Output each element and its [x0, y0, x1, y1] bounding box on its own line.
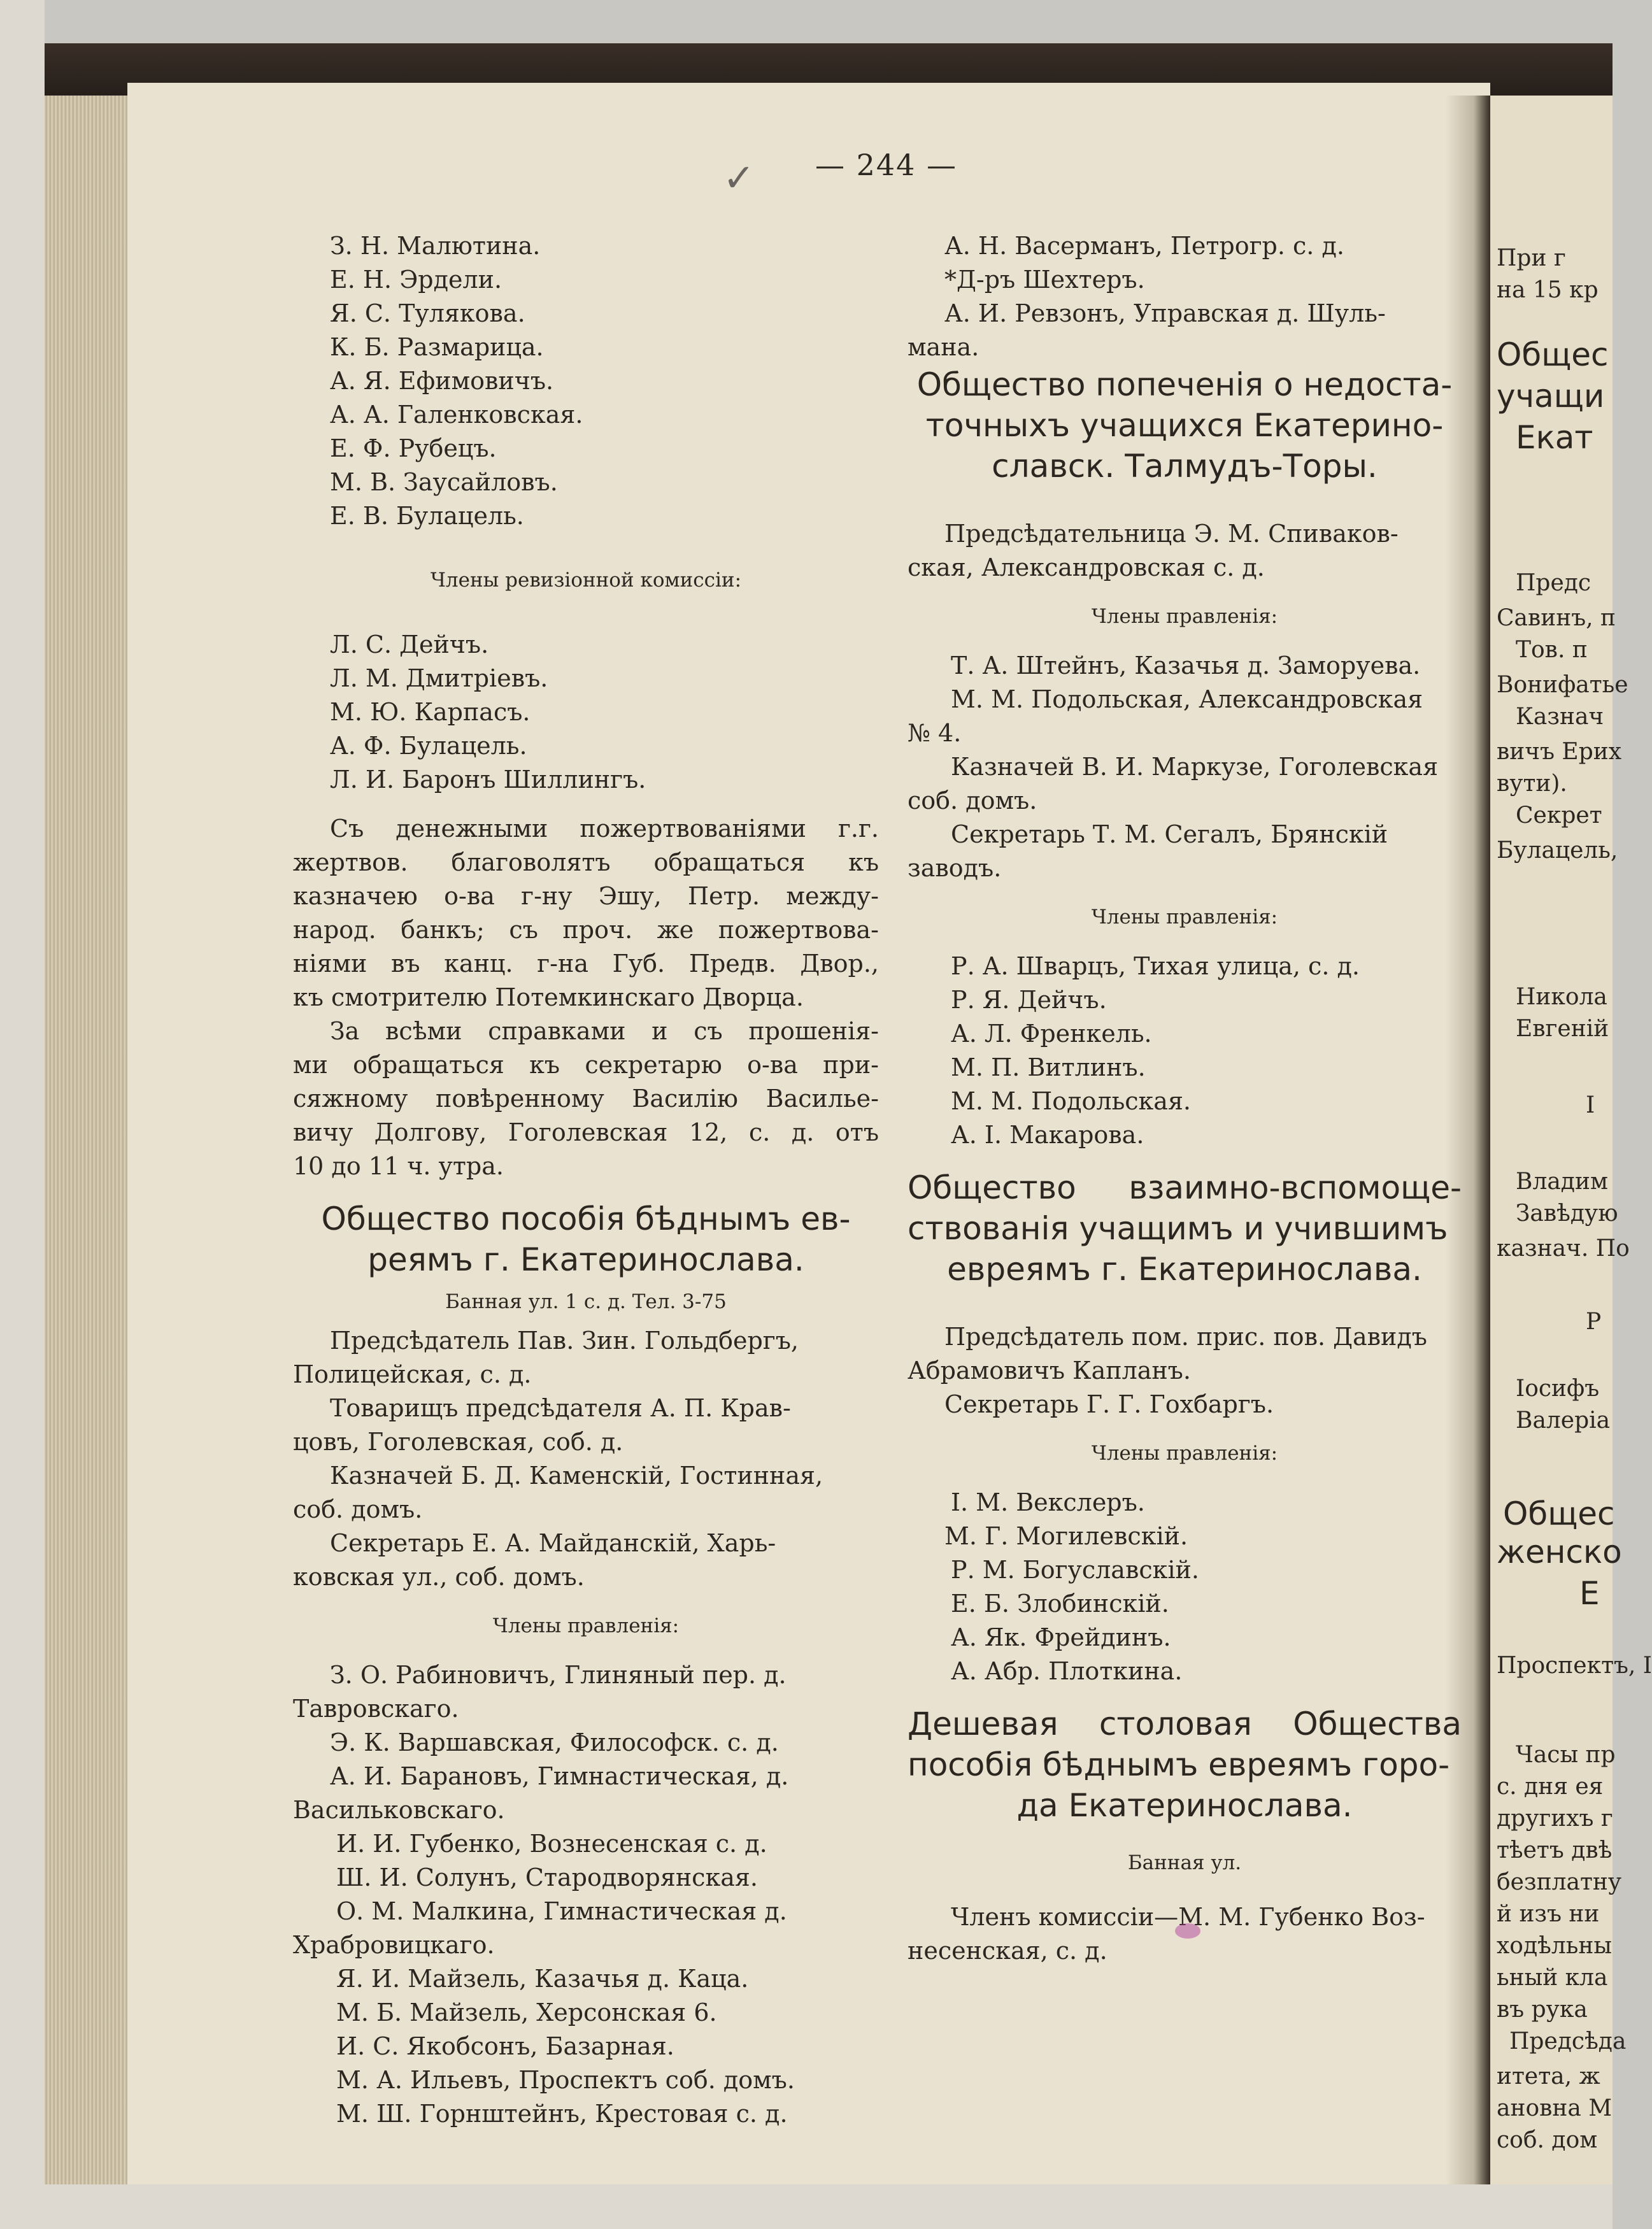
title-line: да Екатеринослава. [1016, 1787, 1353, 1824]
list-item: А. Абр. Плоткина. [951, 1657, 1183, 1685]
fragment-line: на 15 кр [1497, 277, 1599, 303]
list-item: Предсѣдатель пом. прис. пов. Давидъ [944, 1323, 1427, 1351]
fragment-line: При г [1497, 245, 1566, 271]
text-line: ская, Александровская с. д. [908, 553, 1265, 581]
board-list [908, 649, 1462, 885]
list-item: М. П. Витлинъ. [951, 1053, 1146, 1081]
fragment-line: казнач. По [1497, 1236, 1630, 1262]
section-subheading: Члены правленія: [1091, 1442, 1278, 1465]
fragment-line: ановна М [1497, 2095, 1613, 2121]
names-list [293, 229, 879, 533]
top-list [908, 229, 1462, 364]
fragment-line: Общес [1497, 336, 1609, 373]
list-item: Казначей В. И. Маркузе, Гоголевская [951, 753, 1439, 781]
board-list-3 [908, 1486, 1462, 1688]
fragment-line: Предс [1516, 570, 1591, 596]
title-line: Общество взаимно-вспомоще- [908, 1169, 1462, 1206]
list-item: Секретарь Т. М. Сегалъ, Брянскій [951, 820, 1388, 848]
list-item: А. Ф. Булацель. [330, 732, 527, 760]
society-title [908, 1167, 1462, 1290]
fragment-line: вути). [1497, 771, 1567, 797]
facing-page-fragment [1490, 96, 1652, 2184]
list-item: Предсѣдатель Пав. Зин. Гольдбергъ, [330, 1327, 799, 1355]
fragment-line: Савинъ, п [1497, 605, 1616, 631]
list-item: И. И. Губенко, Вознесенская с. д. [336, 1830, 767, 1858]
column-right [908, 229, 1462, 1968]
list-item: А. И. Ревзонъ, Управская д. Шуль- [944, 299, 1386, 327]
text-line: За всѣми справками и съ прошенія- [330, 1017, 879, 1045]
society-title [908, 364, 1462, 487]
fragment-line: Завѣдую [1516, 1200, 1618, 1227]
title-line: точныхъ учащихся Екатерино- [925, 407, 1444, 444]
fragment-line: вичъ Ерих [1497, 739, 1622, 765]
list-item: З. Н. Малютина. [330, 232, 541, 260]
list-item: М. Ю. Карпасъ. [330, 698, 530, 726]
fragment-line: безплатну [1497, 1869, 1622, 1895]
title-line: ствованія учащимъ и учившимъ [908, 1210, 1448, 1247]
list-item: Товарищъ предсѣдателя А. П. Крав- [330, 1394, 791, 1422]
fragment-line: другихъ г [1497, 1805, 1613, 1832]
section-subheading: Члены правленія: [492, 1614, 680, 1637]
list-item: М. М. Подольская, Александровская [951, 685, 1423, 713]
column-left [293, 229, 879, 2131]
fragment-line: й изъ ни [1497, 1901, 1600, 1927]
list-item-cont: № 4. [908, 719, 962, 747]
society-title [293, 1199, 879, 1280]
list-item: Е. Н. Эрдели. [330, 266, 502, 294]
list-item: Секретарь Г. Г. Гохбаргъ. [944, 1390, 1274, 1418]
fragment-line: Булацель, [1497, 837, 1618, 864]
fragment-line: Валеріа [1516, 1407, 1611, 1434]
text-line: ми обращаться къ секретарю о-ва при- [293, 1051, 879, 1079]
list-item: Р. Я. Дейчъ. [951, 986, 1107, 1014]
check-mark: ✓ [723, 156, 755, 201]
fragment-line: Евгеній [1516, 1016, 1609, 1042]
text-line: сяжному повѣренному Василію Василье- [293, 1085, 879, 1113]
list-item: А. И. Барановъ, Гимнастическая, д. [330, 1762, 789, 1790]
list-item: Т. А. Штейнъ, Казачья д. Заморуева. [951, 652, 1421, 680]
list-item: Е. Ф. Рубецъ. [330, 434, 497, 462]
ink-stamp [1175, 1923, 1200, 1939]
section-subheading: Члены ревизіонной комиссіи: [430, 569, 742, 592]
list-item: А. А. Галенковская. [330, 401, 583, 429]
title-line: Дешевая столовая Общества [908, 1706, 1462, 1742]
board-list-2 [908, 950, 1462, 1152]
list-item: Я. С. Тулякова. [330, 299, 525, 327]
fragment-line: с. дня ея [1497, 1774, 1604, 1800]
text-line: Съ денежными пожертвованіями г.г. [330, 815, 879, 843]
list-item: М. В. Заусайловъ. [330, 468, 558, 496]
list-item: *Д-ръ Шехтеръ. [944, 266, 1145, 294]
list-item: Л. С. Дейчъ. [330, 630, 489, 659]
list-item-cont: мана. [908, 333, 979, 361]
text-line: жертвов. благоволятъ обращаться къ [293, 848, 879, 876]
text-line: 10 до 11 ч. утра. [293, 1152, 504, 1180]
title-line: реямъ г. Екатеринослава. [367, 1241, 804, 1278]
list-item: М. Б. Майзель, Херсонская 6. [336, 1998, 717, 2026]
fragment-line: Екат [1516, 419, 1593, 456]
scanner-bottom [0, 2184, 1613, 2229]
list-item: Э. К. Варшавская, Философск. с. д. [330, 1728, 779, 1756]
board-list [293, 1658, 879, 2131]
list-item-cont: ковская ул., соб. домъ. [293, 1563, 585, 1591]
society-address: Банная ул. 1 с. д. Тел. 3-75 [445, 1290, 727, 1313]
list-item-cont: Васильковскаго. [293, 1796, 505, 1824]
revision-list [293, 628, 879, 797]
chair-paragraph [908, 517, 1462, 585]
list-item: Ш. И. Солунъ, Стародворянская. [336, 1863, 758, 1891]
canteen-title [908, 1704, 1462, 1826]
list-item: А. Л. Френкель. [951, 1020, 1152, 1048]
inquiry-paragraph [293, 1015, 879, 1183]
fragment-line: Р [1586, 1309, 1602, 1335]
list-item: М. Ш. Горнштейнъ, Крестовая с. д. [336, 2100, 788, 2128]
fragment-line: Никола [1516, 984, 1607, 1010]
fragment-line: Общес [1503, 1495, 1615, 1532]
list-item: Я. И. Майзель, Казачья д. Каца. [336, 1965, 749, 1993]
fragment-line: тѣетъ двѣ [1497, 1837, 1613, 1863]
text-line: вичу Долгову, Гоголевская 12, с. д. отъ [293, 1118, 879, 1146]
list-item-cont: соб. домъ. [908, 787, 1037, 815]
list-item: А. Я. Ефимовичъ. [330, 367, 554, 395]
fragment-line: Тов. п [1516, 637, 1588, 663]
title-line: Общество попеченія о недоста- [916, 366, 1453, 403]
list-item-cont: цовъ, Гоголевская, соб. д. [293, 1428, 623, 1456]
list-item: Казначей Б. Д. Каменскій, Гостинная, [330, 1462, 823, 1490]
text-line: Предсѣдательница Э. М. Спиваков- [944, 520, 1399, 548]
text-line: Членъ комиссіи—М. М. Губенко Воз- [951, 1903, 1425, 1931]
list-item-cont: заводъ. [908, 854, 1002, 882]
list-item-cont: Абрамовичъ Капланъ. [908, 1357, 1191, 1385]
fragment-line: соб. дом [1497, 2127, 1598, 2153]
text-line: казначею о-ва г-ну Эшу, Петр. между- [293, 882, 879, 910]
fragment-line: Проспектъ, І [1497, 1653, 1652, 1679]
section-subheading: Члены правленія: [1091, 906, 1278, 929]
fragment-line: Вонифатье [1497, 672, 1628, 698]
list-item-cont: Тавровскаго. [293, 1695, 459, 1723]
list-item-cont: Полицейская, с. д. [293, 1360, 532, 1388]
list-item: І. М. Векслеръ. [951, 1488, 1145, 1516]
fragment-line: І [1586, 1092, 1595, 1118]
title-line: Общество пособія бѣднымъ ев- [321, 1200, 851, 1237]
title-line: славск. Талмудъ-Торы. [992, 448, 1378, 485]
fragment-line: учащи [1497, 378, 1605, 415]
title-line: евреямъ г. Екатеринослава. [947, 1251, 1422, 1288]
list-item: Е. Б. Злобинскій. [951, 1590, 1169, 1618]
canteen-address: Банная ул. [1127, 1851, 1242, 1874]
list-item: А. І. Макарова. [951, 1121, 1144, 1149]
fragment-line: Часы пр [1516, 1742, 1616, 1768]
section-subheading: Члены правленія: [1091, 605, 1278, 628]
list-item: М. Г. Могилевскій. [944, 1522, 1188, 1550]
list-item: О. М. Малкина, Гимнастическая д. [336, 1897, 787, 1925]
list-item: А. Як. Фрейдинъ. [951, 1623, 1171, 1651]
scanner-background [0, 0, 45, 2229]
fragment-line: ходѣльны [1497, 1933, 1612, 1959]
fragment-line: итета, ж [1497, 2063, 1600, 2090]
fragment-line: Предсѣда [1509, 2028, 1627, 2055]
fragment-line: Іосифъ [1516, 1376, 1600, 1402]
list-item: А. Н. Васерманъ, Петрогр. с. д. [944, 232, 1344, 260]
list-item: М. М. Подольская. [951, 1087, 1191, 1115]
officers-list [293, 1324, 879, 1594]
title-line: пособія бѣднымъ евреямъ горо- [908, 1746, 1450, 1783]
text-line: ніями въ канц. г-на Губ. Предв. Двор., [293, 950, 879, 978]
list-item: М. А. Ильевъ, Проспектъ соб. домъ. [336, 2066, 795, 2094]
fragment-line: Секрет [1516, 802, 1602, 829]
officers-list [908, 1320, 1462, 1421]
list-item: З. О. Рабиновичъ, Глиняный пер. д. [330, 1661, 787, 1689]
list-item: Е. В. Булацель. [330, 502, 524, 530]
list-item: Л. И. Баронъ Шиллингъ. [330, 766, 646, 794]
fragment-line: въ рука [1497, 1997, 1588, 2023]
page-number: — 244 — [815, 148, 958, 182]
fragment-line: Е [1579, 1575, 1600, 1612]
fragment-line: ьный кла [1497, 1965, 1608, 1991]
text-line: несенская, с. д. [908, 1937, 1107, 1965]
list-item: Секретарь Е. А. Майданскій, Харь- [330, 1529, 776, 1557]
donation-paragraph [293, 812, 879, 1015]
fragment-line: Казнач [1516, 704, 1604, 730]
list-item: И. С. Якобсонъ, Базарная. [336, 2032, 674, 2060]
text-line: народ. банкъ; съ проч. же пожертвова- [293, 916, 879, 944]
fragment-line: женско [1497, 1534, 1622, 1570]
list-item: Р. А. Шварцъ, Тихая улица, с. д. [951, 952, 1360, 980]
list-item-cont: соб. домъ. [293, 1495, 423, 1523]
list-item: Л. М. Дмитріевъ. [330, 664, 548, 692]
list-item: К. Б. Размарица. [330, 333, 544, 361]
list-item-cont: Храбровицкаго. [293, 1931, 495, 1959]
list-item: Р. М. Богуславскій. [951, 1556, 1199, 1584]
fragment-line: Владим [1516, 1169, 1608, 1195]
text-line: къ смотрителю Потемкинскаго Дворца. [293, 983, 804, 1011]
